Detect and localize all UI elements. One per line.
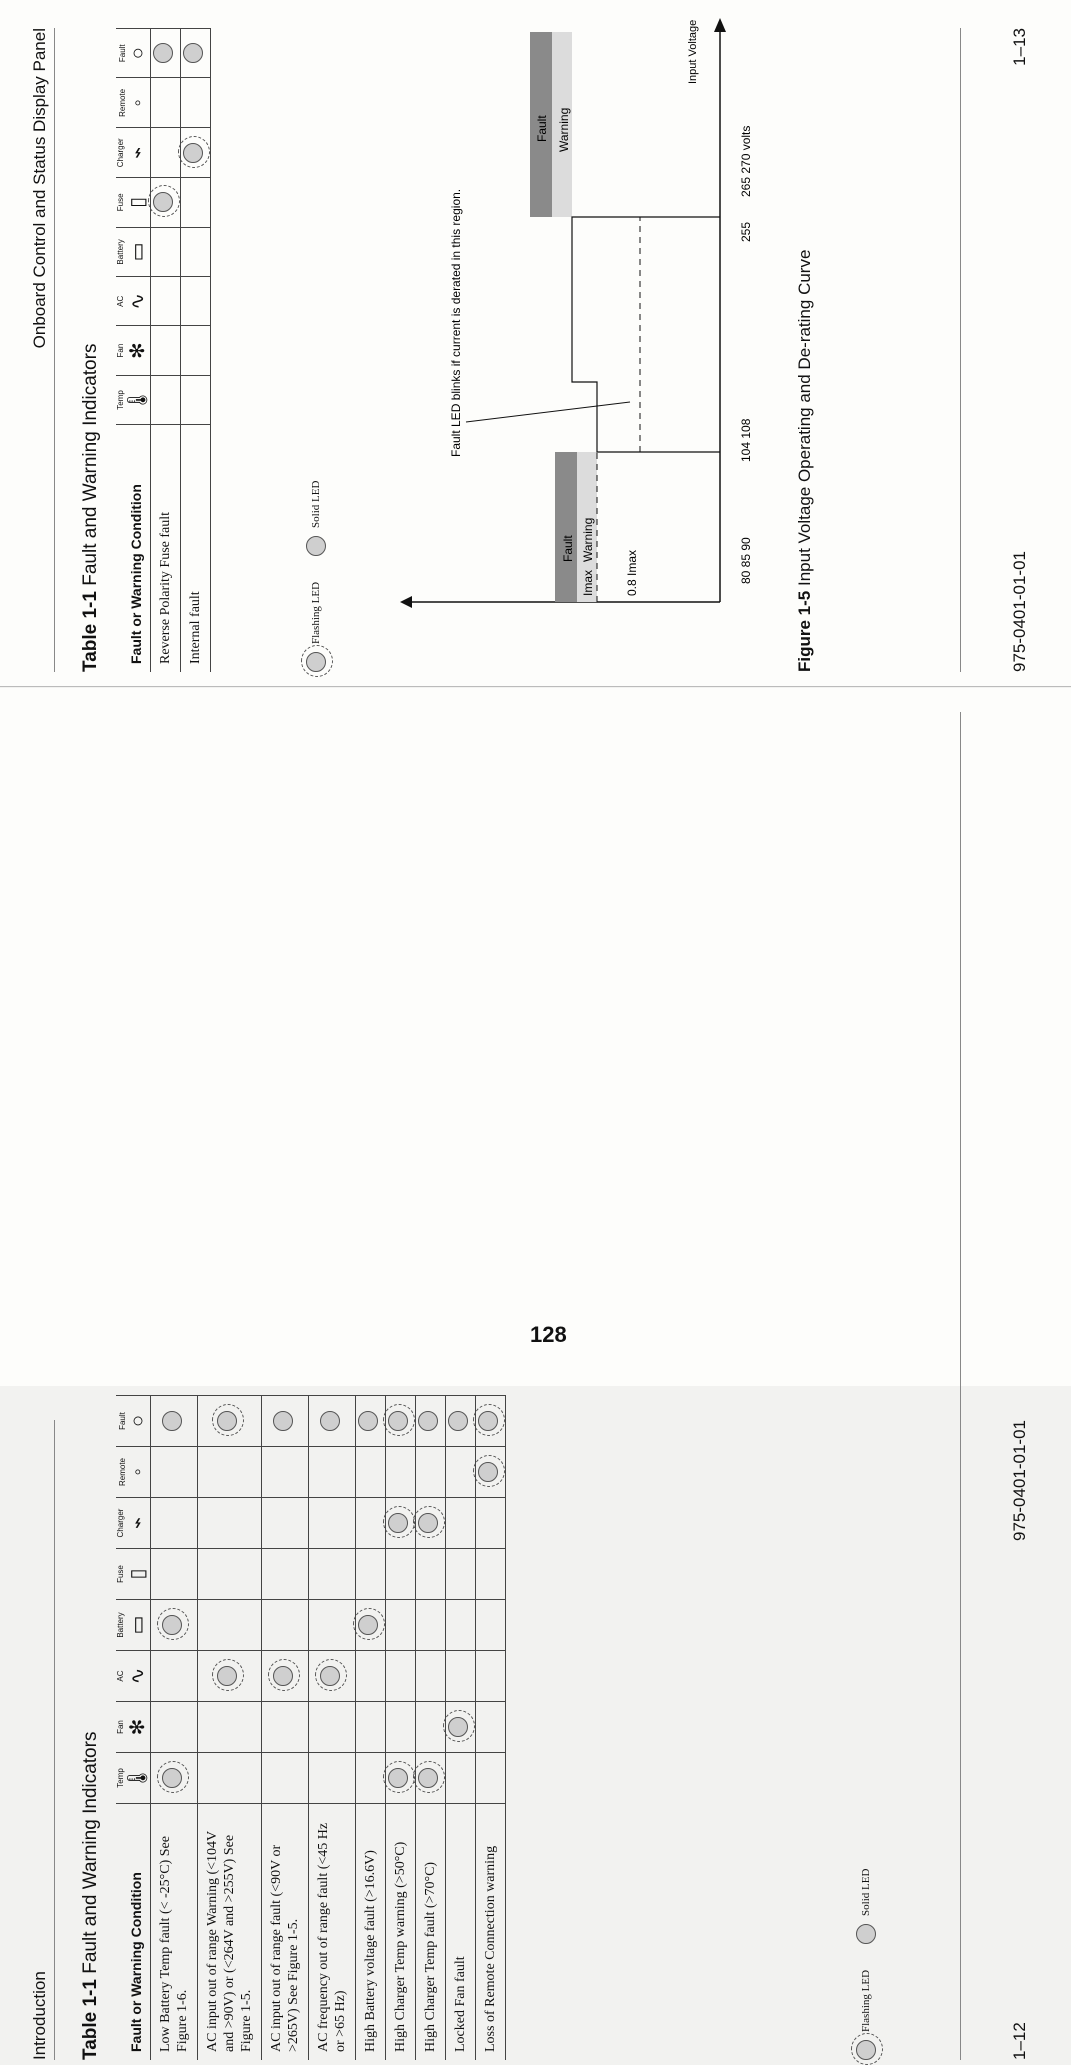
indicator-cell [262, 1498, 309, 1549]
indicator-cell [386, 1600, 416, 1651]
table-number: Table 1-1 [80, 591, 101, 672]
imax-label: Imax [581, 569, 595, 596]
indicator-cell [151, 227, 181, 277]
indicator-cell [151, 1447, 198, 1498]
indicator-cell [446, 1498, 476, 1549]
flashing-led-icon [273, 1666, 293, 1686]
column-header-fan [116, 1702, 151, 1753]
x-axis-arrow-icon [714, 18, 726, 32]
legend-solid-label: Solid LED [860, 1868, 872, 1916]
table-title [80, 1732, 102, 2060]
indicator-cell [416, 1549, 446, 1600]
left-page [30, 712, 1040, 2060]
indicator-cell [416, 1702, 446, 1753]
fault-label-low: Fault [561, 535, 575, 562]
indicator-cell [309, 1702, 356, 1753]
indicator-cell [476, 1702, 506, 1753]
solid-led-icon [153, 43, 173, 63]
flashing-led-icon [162, 1615, 182, 1635]
column-label: Battery [116, 239, 125, 265]
warning-label-low: Warning [581, 517, 595, 562]
indicator-cell [356, 1600, 386, 1651]
flashing-led-icon [478, 1462, 498, 1482]
indicator-cell [262, 1396, 309, 1447]
column-label: Fault [118, 44, 127, 63]
fault-circle-icon: ○ [127, 1414, 149, 1428]
column-header-temp [116, 375, 151, 425]
indicator-cell [446, 1702, 476, 1753]
table-row [416, 1396, 446, 2061]
figure-caption-text: Input Voltage Operating and De-rating Curve [795, 249, 814, 587]
foot-rule [960, 28, 961, 672]
operating-curve [572, 217, 720, 452]
x-ticks-top: 265 270 volts [739, 125, 753, 197]
condition-cell: AC frequency out of range fault (<45 Hz or >65 Hz) [309, 1804, 356, 2061]
indicator-cell [309, 1600, 356, 1651]
solid-led-icon [418, 1411, 438, 1431]
indicator-cell [151, 277, 181, 326]
condition-header: Fault or Warning Condition [116, 425, 151, 672]
condition-header: Fault or Warning Condition [116, 1804, 151, 2061]
figure-caption [795, 250, 815, 672]
table-row [181, 29, 211, 673]
fault-band-low [555, 452, 577, 602]
indicator-cell [198, 1447, 262, 1498]
indicator-cell [356, 1549, 386, 1600]
fuse-icon: ▯ [127, 1568, 149, 1580]
figure-number: Figure 1-5 [795, 590, 814, 672]
indicator-cell [416, 1396, 446, 1447]
flashing-led-icon [418, 1513, 438, 1533]
condition-cell: High Charger Temp fault (>70°C) [416, 1804, 446, 2061]
foot-rule [960, 712, 961, 2060]
column-header-charger [116, 128, 151, 178]
indicator-cell [181, 326, 211, 375]
flashing-led-icon [162, 1768, 182, 1788]
indicator-cell [356, 1651, 386, 1702]
column-header-fault [116, 29, 151, 78]
condition-cell: Locked Fan fault [446, 1804, 476, 2061]
column-header-battery [116, 1600, 151, 1651]
x-ticks-low: 80 85 90 [739, 537, 753, 584]
column-label: Fuse [116, 193, 125, 212]
indicator-cell [198, 1549, 262, 1600]
indicator-cell [262, 1549, 309, 1600]
charger-icon: ⌁ [127, 146, 149, 159]
indicator-cell [151, 29, 181, 78]
ac-wave-icon: ∿ [127, 292, 149, 310]
indicator-cell [151, 1702, 198, 1753]
column-header-remote [116, 1447, 151, 1498]
footer-page-number: 1–12 [1010, 2022, 1029, 2060]
callout-text: Fault LED blinks if current is derated in this region. [449, 188, 463, 457]
table-row [446, 1396, 476, 2061]
indicator-cell [386, 1702, 416, 1753]
indicator-cell [151, 78, 181, 128]
indicator-cell [309, 1447, 356, 1498]
running-head: Onboard Control and Status Display Panel [30, 28, 49, 349]
table-row [309, 1396, 356, 2061]
condition-cell: AC input out of range fault (<90V or >265V) See Figure 1-5. [262, 1804, 309, 2061]
column-header-ac [116, 1651, 151, 1702]
x-ticks-high: 255 [739, 221, 753, 242]
charger-icon: ⌁ [127, 1516, 149, 1530]
indicator-cell [198, 1396, 262, 1447]
indicator-cell [309, 1549, 356, 1600]
indicator-cell [476, 1600, 506, 1651]
flashing-led-icon [217, 1411, 237, 1431]
thermometer-icon: 🌡 [127, 387, 149, 413]
warning-label-high: Warning [557, 107, 571, 152]
indicator-cell [151, 1753, 198, 1804]
indicator-cell [181, 78, 211, 128]
fault-label-high: Fault [535, 115, 549, 142]
indicator-cell [181, 178, 211, 227]
solid-led-icon [273, 1411, 293, 1431]
x-ticks-mid: 104 108 [739, 418, 753, 462]
indicator-cell [262, 1702, 309, 1753]
flashing-led-icon [183, 143, 203, 163]
right-page [30, 19, 1040, 672]
column-label: Fan [116, 1720, 125, 1734]
table-row [151, 29, 181, 673]
column-header-temp [116, 1753, 151, 1804]
column-label: Remote [118, 1458, 127, 1487]
column-label: AC [116, 1670, 125, 1682]
indicator-cell [446, 1549, 476, 1600]
led-legend [856, 1869, 876, 2060]
column-label: Temp [116, 390, 125, 410]
y-axis-arrow-icon [400, 596, 412, 608]
indicator-cell [309, 1753, 356, 1804]
indicator-cell [416, 1753, 446, 1804]
indicator-cell [262, 1753, 309, 1804]
flashing-led-icon [388, 1768, 408, 1788]
indicator-cell [386, 1549, 416, 1600]
indicator-cell [446, 1651, 476, 1702]
flashing-led-icon [217, 1666, 237, 1686]
indicator-cell [416, 1600, 446, 1651]
column-header-charger [116, 1498, 151, 1549]
column-header-remote [116, 78, 151, 128]
scan-page-number: 128 [530, 1322, 567, 1347]
indicator-cell [151, 1549, 198, 1600]
indicator-cell [151, 1651, 198, 1702]
indicator-cell [198, 1600, 262, 1651]
indicator-cell [386, 1396, 416, 1447]
solid-led-icon [320, 1411, 340, 1431]
indicator-cell [416, 1651, 446, 1702]
indicator-cell [309, 1651, 356, 1702]
indicator-cell [446, 1753, 476, 1804]
flashing-led-icon [306, 652, 326, 672]
flashing-led-icon [153, 192, 173, 212]
column-header-ac [116, 277, 151, 326]
flashing-led-icon [320, 1666, 340, 1686]
flashing-led-icon [388, 1411, 408, 1431]
indicator-table [116, 1395, 506, 2060]
column-label: Fuse [116, 1565, 125, 1583]
column-header-fan [116, 326, 151, 375]
indicator-cell [309, 1498, 356, 1549]
indicator-cell [198, 1498, 262, 1549]
table-caption: Fault and Warning Indicators [80, 1731, 101, 1974]
indicator-cell [151, 1396, 198, 1447]
indicator-cell [198, 1651, 262, 1702]
flashing-led-icon [448, 1717, 468, 1737]
solid-led-icon [162, 1411, 182, 1431]
solid-led-icon [358, 1411, 378, 1431]
indicator-cell [356, 1447, 386, 1498]
callout-leader [466, 402, 630, 422]
solid-led-icon [856, 1924, 876, 1944]
ac-wave-icon: ∿ [127, 1667, 149, 1685]
indicator-cell [181, 375, 211, 425]
fan-icon: ✻ [127, 342, 149, 359]
flashing-led-icon [388, 1513, 408, 1533]
solid-led-icon [448, 1411, 468, 1431]
indicator-cell [356, 1702, 386, 1753]
column-header-fault [116, 1396, 151, 1447]
condition-cell: Loss of Remote Connection warning [476, 1804, 506, 2061]
indicator-cell [181, 128, 211, 178]
column-label: Remote [118, 88, 127, 117]
indicator-cell [386, 1753, 416, 1804]
indicator-cell [476, 1396, 506, 1447]
running-head: Introduction [30, 1971, 49, 2060]
left-page-scan [0, 688, 1071, 2060]
table-row [198, 1396, 262, 2061]
legend-flashing-label: Flashing LED [860, 1969, 872, 2032]
column-label: Charger [116, 138, 125, 168]
indicator-cell [151, 375, 181, 425]
flashing-led-icon [418, 1768, 438, 1788]
remote-icon: ◦ [127, 99, 149, 107]
indicator-cell [151, 178, 181, 227]
indicator-cell [356, 1396, 386, 1447]
condition-cell: Low Battery Temp fault (< -25°C) See Figure 1-6. [151, 1804, 198, 2061]
head-rule [54, 1420, 55, 2060]
table-row [262, 1396, 309, 2061]
condition-cell: Internal fault [181, 425, 211, 672]
footer-doc-number: 975-0401-01-01 [1010, 551, 1029, 672]
flashing-led-icon [358, 1615, 378, 1635]
footer-doc-number: 975-0401-01-01 [1010, 1420, 1029, 1541]
indicator-cell [181, 277, 211, 326]
legend-flashing-label: Flashing LED [310, 581, 322, 644]
condition-cell: High Charger Temp warning (>50°C) [386, 1804, 416, 2061]
indicator-cell [476, 1753, 506, 1804]
indicator-cell [476, 1651, 506, 1702]
table-row [356, 1396, 386, 2061]
column-label: Battery [116, 1612, 125, 1638]
indicator-cell [476, 1447, 506, 1498]
thermometer-icon: 🌡 [127, 1765, 149, 1791]
indicator-cell [151, 1498, 198, 1549]
table-number: Table 1-1 [80, 1979, 101, 2060]
column-header-fuse [116, 1549, 151, 1600]
solid-led-icon [183, 43, 203, 63]
battery-icon: ▭ [127, 1615, 149, 1635]
column-header-battery [116, 227, 151, 277]
x-axis-label: Input Voltage [687, 19, 699, 84]
table-title [80, 344, 102, 672]
right-page-scan [0, 0, 1071, 687]
indicator-cell [151, 128, 181, 178]
indicator-cell [151, 1600, 198, 1651]
imax-08-label: 0.8 Imax [625, 549, 639, 596]
indicator-cell [446, 1447, 476, 1498]
condition-cell: High Battery voltage fault (>16.6V) [356, 1804, 386, 2061]
indicator-cell [262, 1651, 309, 1702]
column-label: Charger [116, 1508, 125, 1538]
indicator-cell [416, 1447, 446, 1498]
fault-circle-icon: ○ [127, 47, 149, 60]
indicator-cell [356, 1753, 386, 1804]
indicator-cell [262, 1447, 309, 1498]
head-rule [54, 28, 55, 672]
flashing-led-icon [478, 1411, 498, 1431]
fan-icon: ✻ [127, 1718, 149, 1736]
indicator-cell [198, 1702, 262, 1753]
table-row [151, 1396, 198, 2061]
solid-led-icon [306, 536, 326, 556]
flashing-led-icon [856, 2040, 876, 2060]
condition-cell: AC input out of range Warning (<104V and >90V) or (<264V and >255V) See Figure 1-5. [198, 1804, 262, 2061]
indicator-cell [386, 1447, 416, 1498]
table-row [476, 1396, 506, 2061]
battery-icon: ▭ [127, 242, 149, 262]
remote-icon: ◦ [127, 1468, 149, 1476]
column-label: Fault [118, 1412, 127, 1430]
fuse-icon: ▯ [127, 196, 149, 208]
derating-curve-figure [400, 19, 780, 672]
indicator-cell [262, 1600, 309, 1651]
indicator-cell [386, 1651, 416, 1702]
legend-solid-label: Solid LED [310, 480, 322, 528]
indicator-cell [309, 1396, 356, 1447]
indicator-cell [181, 29, 211, 78]
footer-page-number: 1–13 [1010, 28, 1029, 66]
condition-cell: Reverse Polarity Fuse fault [151, 425, 181, 672]
column-label: AC [116, 295, 125, 307]
indicator-table [116, 28, 211, 672]
indicator-cell [446, 1600, 476, 1651]
column-label: Fan [116, 343, 125, 358]
indicator-cell [446, 1396, 476, 1447]
indicator-cell [198, 1753, 262, 1804]
indicator-cell [181, 227, 211, 277]
column-label: Temp [116, 1768, 125, 1788]
column-header-fuse [116, 178, 151, 227]
indicator-cell [151, 326, 181, 375]
table-row [386, 1396, 416, 2061]
indicator-cell [476, 1498, 506, 1549]
indicator-cell [386, 1498, 416, 1549]
indicator-cell [416, 1498, 446, 1549]
table-caption: Fault and Warning Indicators [80, 343, 101, 586]
indicator-cell [356, 1498, 386, 1549]
led-legend [306, 481, 326, 672]
indicator-cell [476, 1549, 506, 1600]
